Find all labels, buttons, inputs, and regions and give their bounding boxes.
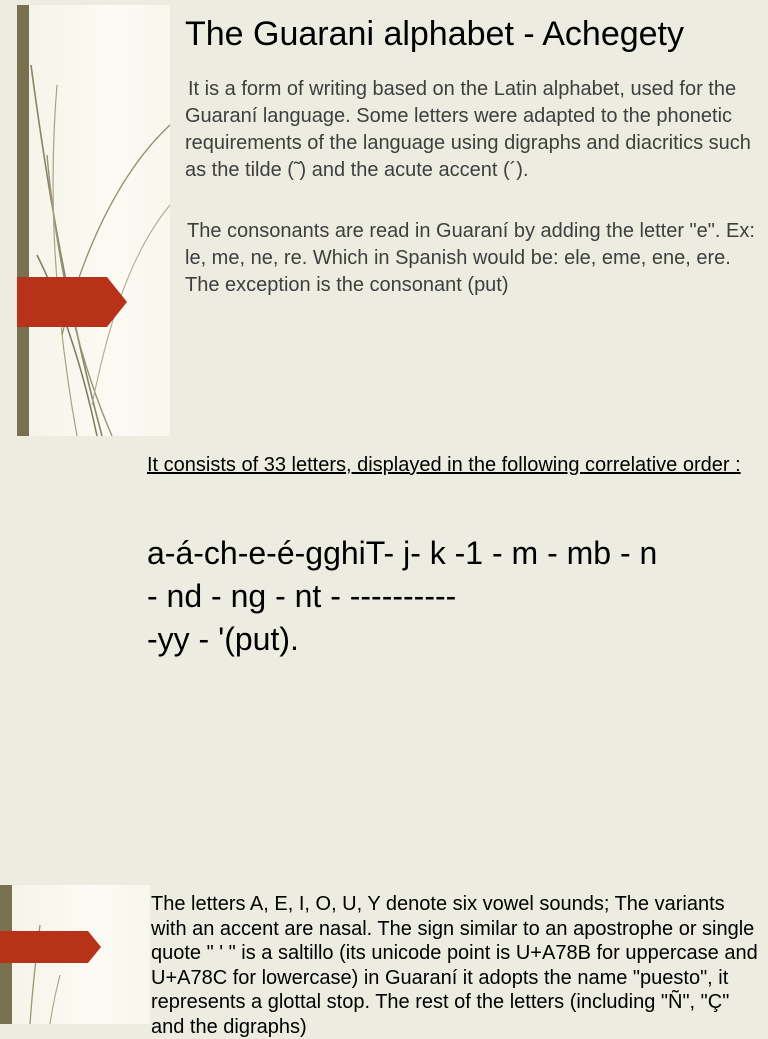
alphabet-list <box>147 532 762 661</box>
alphabet-line: -yy - '(put). <box>147 621 299 657</box>
consonants-paragraph: The consonants are read in Guaraní by adding the letter "e". Ex: le, me, ne, re. Which in Spanish would be: ele, eme, ene, ere. The exception is the consonant (put) <box>185 220 755 296</box>
letters-intro: It consists of 33 letters, displayed in the following correlative order : <box>147 454 741 476</box>
intro-paragraph: It is a form of writing based on the Latin alphabet, used for the Guaraní language. Some letters were adapted to the phonetic requirements of the language using digraphs and diacritics such as the tilde (̃ ) and the acute accent (´). <box>185 78 751 181</box>
slide-decoration-panel <box>17 5 170 436</box>
grass-decoration <box>17 5 170 436</box>
vertical-bar <box>17 5 29 436</box>
vowels-paragraph: The letters A, E, I, O, U, Y denote six vowel sounds; The variants with an accent are nasal. The sign similar to an apostrophe or single quote " ' " is a saltillo (its unicode point is U+A78B for uppercase and U+A78C for lowercase) in Guaraní it adopts the name "puesto", it represents a glottal stop. The rest of the letters (including "Ñ", "Ç" and the digraphs) <box>151 893 758 1038</box>
arrow-icon <box>0 931 150 963</box>
slide-decoration-panel <box>0 885 150 1024</box>
page-title: The Guarani alphabet - Achegety <box>185 15 684 53</box>
alphabet-line: a-á-ch-e-é-gghiT- j- k -1 - m - mb - n <box>147 535 658 571</box>
alphabet-line: - nd - ng - nt - ---------- <box>147 578 457 614</box>
arrow-icon <box>17 277 170 327</box>
